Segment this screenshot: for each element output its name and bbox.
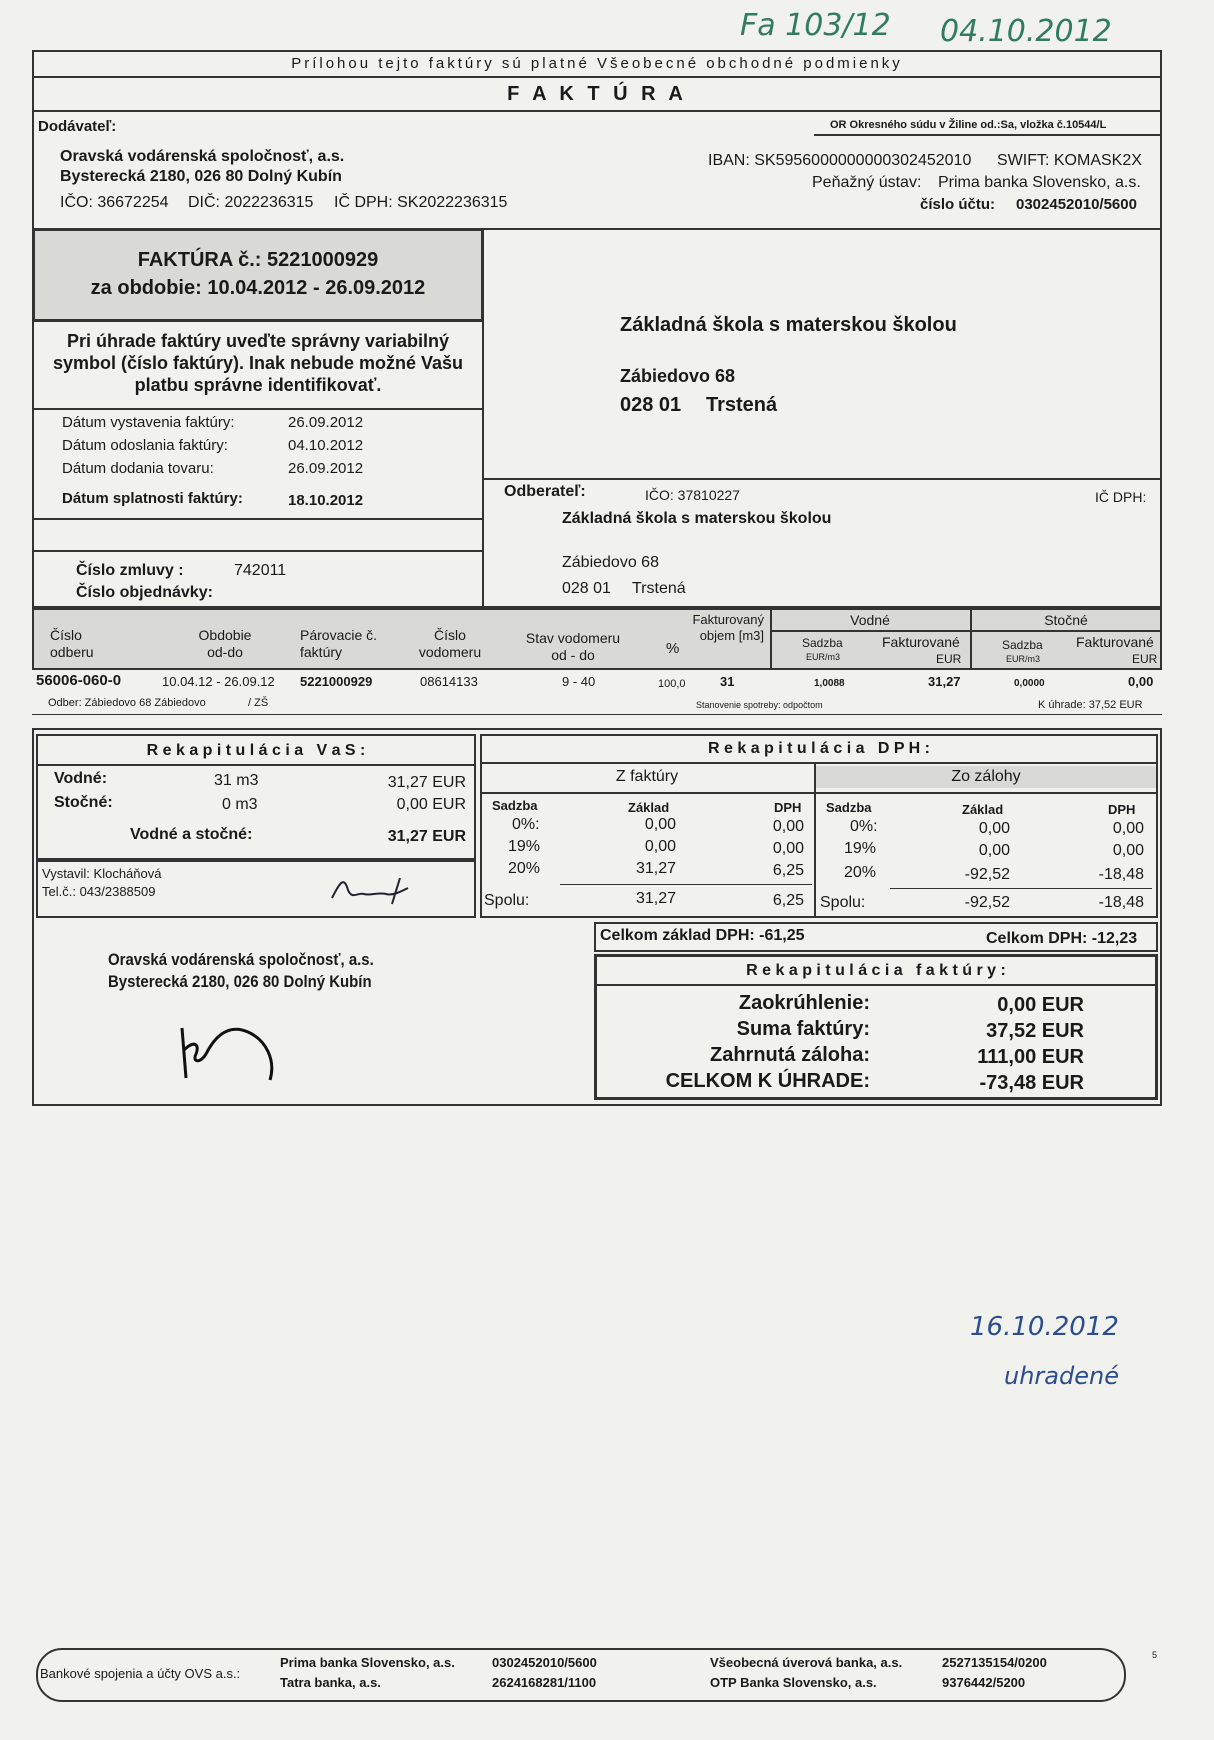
order-label: Číslo objednávky:: [76, 584, 213, 601]
dph-r2-zaklad: 31,27: [635, 860, 676, 877]
summary-label-0: Zaokrúhlenie:: [738, 992, 870, 1014]
company-stamp-name: Oravská vodárenská spoločnosť, a.s.: [108, 950, 374, 969]
dph-z-r2-dph: -18,48: [1098, 866, 1144, 883]
terms-strip: [32, 50, 1162, 78]
summary-value-3: -73,48 EUR: [979, 1072, 1084, 1094]
h-percent: %: [666, 640, 680, 657]
dph-h-zaklad: Základ: [628, 800, 670, 815]
customer-city: Trstená: [632, 580, 686, 597]
dph-r2-sadzba: 20%: [508, 860, 541, 877]
dph-z-h-zaklad: Základ: [962, 802, 1004, 817]
row-percent: 100,0: [658, 678, 686, 690]
footer-bank-3: OTP Banka Slovensko, a.s.: [710, 1675, 877, 1690]
dph-sub-divider: [480, 792, 1158, 794]
date-delivery-label: Dátum dodania tovaru:: [62, 460, 214, 477]
customer-street: Zábiedovo 68: [562, 554, 659, 571]
row-vodomer: 08614133: [420, 674, 478, 689]
h-vodomer: Číslo vodomeru: [418, 627, 482, 660]
dph-z-r1-sadzba: 19%: [844, 840, 877, 857]
h-stav: Stav vodomeru od - do: [525, 630, 621, 663]
h-stocne-sadzba-unit: EUR/m3: [1006, 654, 1041, 664]
h-vodne-sadzba: Sadzba: [802, 636, 843, 650]
director-signature: [170, 1010, 290, 1090]
supplier-account: 0302452010/5600: [1016, 196, 1137, 213]
supplier-ico: IČO: 36672254: [60, 194, 169, 211]
vas-vodne-label: Vodné:: [54, 770, 108, 787]
customer-divider: [482, 478, 1162, 480]
vas-stocne-amt: 0,00 EUR: [396, 796, 466, 813]
summary-value-1: 37,52 EUR: [986, 1020, 1084, 1042]
dph-r0-zaklad: 0,00: [644, 816, 676, 833]
dph-spolu-line: [560, 884, 812, 885]
handwritten-paid-note: uhradené: [1004, 1362, 1119, 1390]
date-sent-label: Dátum odoslania faktúry:: [62, 437, 228, 454]
vas-total-label: Vodné a stočné:: [130, 826, 253, 843]
customer-icdph: IČ DPH:: [1095, 489, 1147, 505]
dph-z-r2-zaklad: -92,52: [964, 866, 1010, 883]
customer-zip: 028 01: [562, 580, 611, 597]
supplier-label: Dodávateľ:: [38, 118, 117, 135]
dph-r1-sadzba: 19%: [508, 838, 541, 855]
footer-page: 5: [1152, 1650, 1158, 1660]
dph-zo-zalohy: Zo zálohy: [816, 766, 1156, 788]
date-issued-value: 26.09.2012: [288, 414, 364, 431]
registry-underline: [814, 134, 1162, 136]
footer-bank-2: Všeobecná úverová banka, a.s.: [710, 1655, 903, 1670]
terms-text: Prílohou tejto faktúry sú platné Všeobecné obchodné podmienky: [291, 55, 903, 72]
supplier-account-label: číslo účtu:: [920, 196, 996, 213]
summary-value-2: 111,00 EUR: [977, 1046, 1084, 1068]
row-vodne-sadzba: 1,0088: [814, 678, 845, 689]
row-stocne-fakt: 0,00: [1128, 674, 1154, 689]
dph-z-spolu-line: [890, 888, 1152, 889]
supplier-bank: Prima banka Slovensko, a.s.: [938, 174, 1141, 191]
dph-r1-zaklad: 0,00: [644, 838, 676, 855]
dph-z-r0-sadzba: 0%:: [850, 818, 878, 835]
consumption-row-bottom: [32, 714, 1162, 715]
supplier-bank-label: Peňažný ústav:: [812, 174, 922, 191]
contract-value: 742011: [234, 562, 287, 579]
dph-title-divider: [480, 762, 1158, 764]
customer-ico: IČO: 37810227: [645, 487, 740, 503]
h-cislo-odberu: Číslo odberu: [50, 627, 94, 660]
dph-spolu-dph: 6,25: [772, 892, 804, 909]
dph-r0-sadzba: 0%:: [512, 816, 540, 833]
handwritten-date: 04.10.2012: [940, 14, 1112, 49]
handwritten-paid-date: 16.10.2012: [970, 1312, 1119, 1342]
dph-r2-dph: 6,25: [772, 862, 804, 879]
summary-divider: [594, 984, 1158, 986]
supplier-swift: SWIFT: KOMASK2X: [997, 152, 1142, 169]
summary-label-2: Zahrnutá záloha:: [709, 1044, 870, 1066]
supplier-address: Bysterecká 2180, 026 80 Dolný Kubín: [60, 168, 342, 185]
issuer-signature: [330, 870, 420, 910]
h-vodne-fakt-unit: EUR: [936, 652, 962, 666]
footer-account-1: 2624168281/1100: [492, 1675, 597, 1690]
dates-divider: [32, 518, 484, 520]
summary-title: R e k a p i t u l á c i a f a k t ú r y :: [746, 962, 1006, 979]
payment-notice: Pri úhrade faktúry uveďte správny variabilný symbol (číslo faktúry). Inak nebude možné Vašu platbu správne identifikovať.: [52, 331, 464, 395]
vas-title: R e k a p i t u l á c i a V a S :: [146, 742, 366, 759]
supplier-iban: IBAN: SK5956000000000302452010: [708, 152, 972, 169]
date-issued-label: Dátum vystavenia faktúry:: [62, 414, 235, 431]
dph-z-r1-dph: 0,00: [1112, 842, 1144, 859]
dph-z-r2-sadzba: 20%: [844, 864, 877, 881]
row-obdobie: 10.04.12 - 26.09.12: [162, 674, 275, 689]
invoice-number-box: [32, 228, 484, 322]
summary-label-3: CELKOM K ÚHRADE:: [665, 1070, 870, 1092]
invoice-title-strip: [32, 76, 1162, 112]
customer-label: Odberateľ:: [504, 483, 586, 500]
invoice-period: za obdobie: 10.04.2012 - 26.09.2012: [90, 277, 426, 299]
row-k-uhrade: K úhrade: 37,52 EUR: [1038, 699, 1143, 711]
row-stocne-sadzba: 0,0000: [1014, 678, 1045, 689]
summary-value-0: 0,00 EUR: [997, 994, 1084, 1016]
supplier-name: Oravská vodárenská spoločnosť, a.s.: [60, 148, 345, 165]
h-vodne-sadzba-unit: EUR/m3: [806, 652, 841, 662]
vas-stocne-qty: 0 m3: [222, 796, 258, 813]
dph-z-r0-zaklad: 0,00: [978, 820, 1010, 837]
supplier-dic: DIČ: 2022236315: [188, 194, 314, 211]
dph-h-sadzba: Sadzba: [492, 798, 538, 813]
vas-vodne-qty: 31 m3: [214, 772, 259, 789]
handwritten-ref: Fa 103/12: [740, 8, 891, 43]
contract-divider: [32, 550, 484, 552]
dph-z-r0-dph: 0,00: [1112, 820, 1144, 837]
row-vodne-fakt: 31,27: [928, 674, 961, 689]
due-date-value: 18.10.2012: [288, 492, 364, 509]
row-parovacie: 5221000929: [300, 674, 373, 689]
footer-account-3: 9376442/5200: [942, 1675, 1026, 1690]
dph-h-dph: DPH: [774, 800, 802, 815]
issuer-phone: Tel.č.: 043/2388509: [42, 884, 156, 899]
dph-title: R e k a p i t u l á c i a D P H :: [708, 740, 930, 757]
contract-label: Číslo zmluvy :: [76, 562, 184, 579]
recipient-street: Zábiedovo 68: [620, 366, 736, 386]
row-objem: 31: [720, 674, 735, 689]
invoice-title: F A K T Ú R A: [507, 83, 687, 105]
footer-account-0: 0302452010/5600: [492, 1655, 597, 1670]
vas-total-amt: 31,27 EUR: [387, 828, 466, 845]
vas-title-divider: [36, 764, 476, 766]
summary-label-1: Suma faktúry:: [736, 1018, 870, 1040]
h-stocne-fakt: Fakturované: [1076, 634, 1154, 650]
supplier-icdph: IČ DPH: SK2022236315: [334, 194, 508, 211]
dph-z-h-sadzba: Sadzba: [826, 800, 872, 815]
customer-name: Základná škola s materskou školou: [562, 510, 832, 527]
dph-spolu-vdiv: [480, 884, 482, 918]
vodne-underline: [770, 630, 1162, 632]
supplier-registry: OR Okresného súdu v Žiline od.:Sa, vložka č.10544/L: [830, 119, 1107, 131]
dph-z-faktury: Z faktúry: [615, 768, 679, 785]
dph-r0-dph: 0,00: [772, 818, 804, 835]
dph-z-r1-zaklad: 0,00: [978, 842, 1010, 859]
h-vodne: Vodné: [850, 612, 890, 628]
date-sent-value: 04.10.2012: [288, 437, 364, 454]
row-cislo-odberu: 56006-060-0: [36, 672, 122, 689]
dph-r1-dph: 0,00: [772, 840, 804, 857]
celkom-zaklad: Celkom základ DPH: -61,25: [600, 927, 805, 944]
celkom-dph: Celkom DPH: -12,23: [986, 930, 1138, 947]
footer-label: Bankové spojenia a účty OVS a.s.:: [40, 1666, 241, 1681]
dph-z-spolu-label: Spolu:: [820, 894, 866, 911]
footer-bank-0: Prima banka Slovensko, a.s.: [280, 1655, 455, 1670]
h-parovacie: Párovacie č. faktúry: [300, 627, 378, 660]
dph-spolu-label: Spolu:: [484, 892, 530, 909]
h-obdobie: Obdobie od-do: [198, 627, 252, 660]
h-stocne-fakt-unit: EUR: [1132, 652, 1158, 666]
vas-vodne-amt: 31,27 EUR: [387, 774, 466, 791]
dph-z-spolu-zaklad: -92,52: [964, 894, 1010, 911]
row-stanovenie: Stanovenie spotreby: odpočtom: [696, 700, 823, 710]
recipient-city: Trstená: [706, 394, 778, 416]
dph-z-h-dph: DPH: [1108, 802, 1136, 817]
h-objem: Fakturovaný objem [m3]: [692, 612, 764, 643]
vas-stocne-label: Stočné:: [54, 794, 113, 811]
dph-z-spolu-dph: -18,48: [1098, 894, 1144, 911]
dph-spolu-zaklad: 31,27: [635, 890, 676, 907]
h-stocne: Stočné: [1044, 612, 1088, 628]
row-odber: Odber: Zábiedovo 68 Zábiedovo: [48, 697, 206, 709]
issued-by: Vystavil: Klocháňová: [42, 866, 162, 881]
h-vodne-fakt: Fakturované: [882, 634, 960, 650]
h-stocne-sadzba: Sadzba: [1002, 638, 1043, 652]
recipient-zip: 028 01: [620, 394, 682, 416]
company-stamp-address: Bysterecká 2180, 026 80 Dolný Kubín: [108, 972, 372, 991]
row-stav: 9 - 40: [562, 674, 596, 689]
notice-divider: [32, 408, 484, 410]
invoice-number: FAKTÚRA č.: 5221000929: [137, 249, 379, 271]
due-date-label: Dátum splatnosti faktúry:: [62, 490, 243, 507]
recipient-name: Základná škola s materskou školou: [620, 314, 957, 336]
footer-bank-1: Tatra banka, a.s.: [280, 1675, 381, 1690]
date-delivery-value: 26.09.2012: [288, 460, 364, 477]
footer-account-2: 2527135154/0200: [942, 1655, 1047, 1670]
row-odber-code: / ZŠ: [248, 697, 269, 709]
